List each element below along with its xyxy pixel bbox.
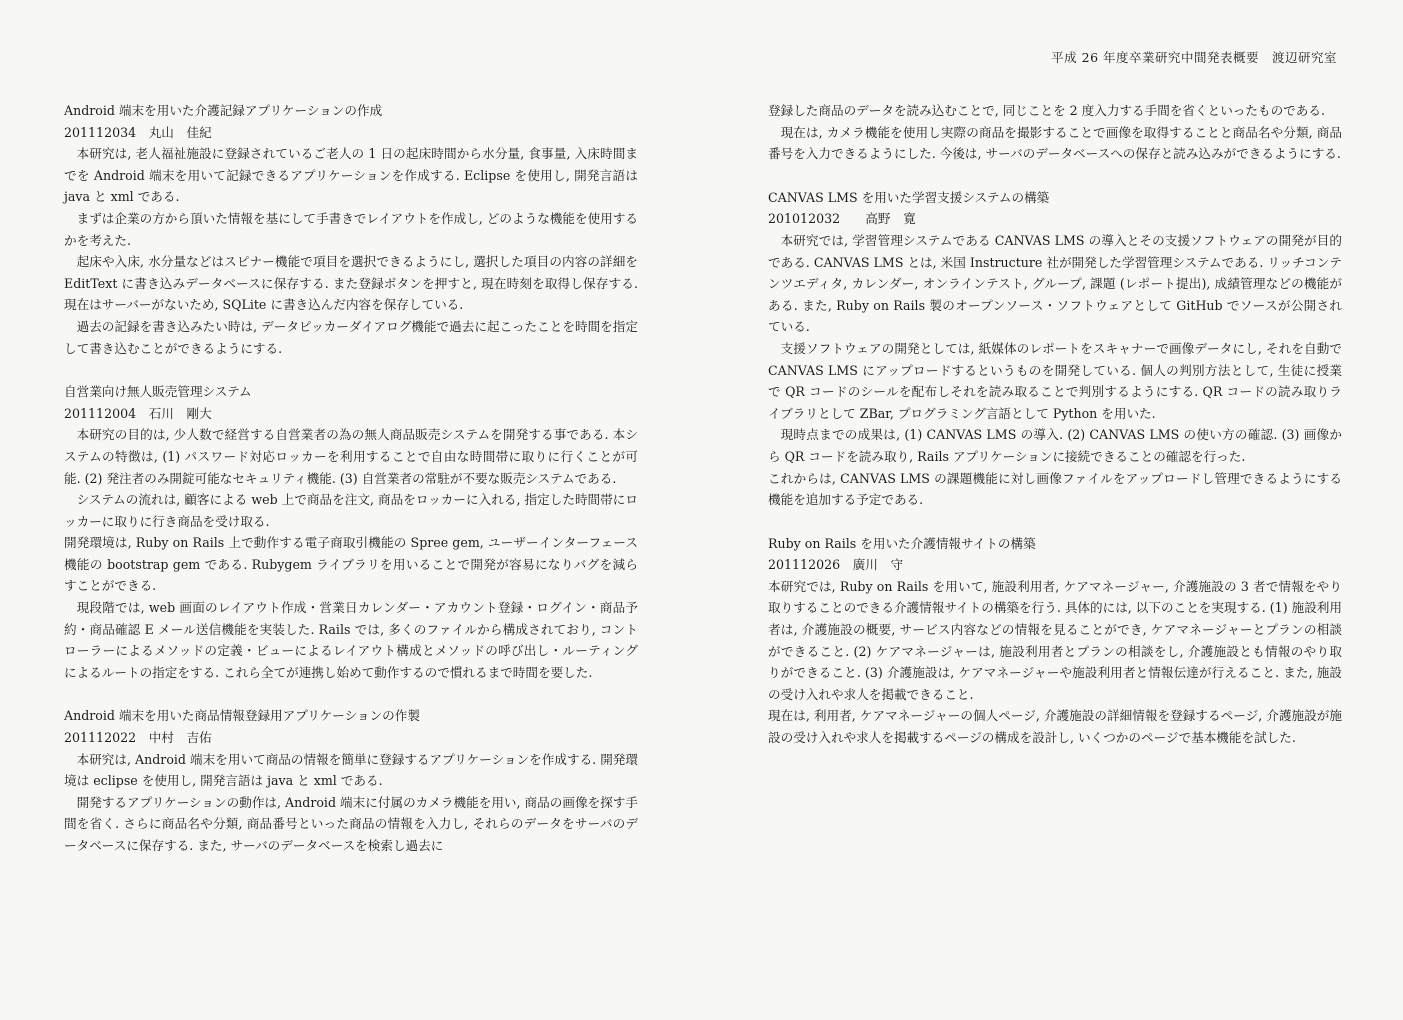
paragraph: 支援ソフトウェアの開発としては, 紙媒体のレポートをスキャナーで画像データにし, それを自動で CANVAS LMS にアップロードするというものを開発している. 個人の判別方法として, 生徒に授業で QR コードのシールを配布しそれを読み取ることで判別するようにする. QR コードの読み取りライブラリとして ZBar, プログラミング言語として Python を用いた. [768,340,1342,421]
section-author: 201112026 廣川 守 [768,557,904,573]
right-column [768,100,1342,749]
section-author: 201112022 中村 吉佑 [64,730,212,746]
section-author: 201012032 高野 寛 [768,211,916,227]
paragraph: 本研究は, 老人福祉施設に登録されているご老人の 1 日の起床時間から水分量, 食事量, 入床時間までを Android 端末を用いて記録できるアプリケーションを作成する. Eclipse を使用し, 開発言語は java と xml である. [64,146,638,205]
section-title: CANVAS LMS を用いた学習支援システムの構築 [768,189,1050,205]
section-care-record-app [64,100,638,359]
paragraph: 本研究の目的は, 少人数で経営する自営業者の為の無人商品販売システムを開発する事である. 本システムの特徴は, (1) パスワード対応ロッカーを利用することで自由な時間帯に取りに行くことが可能. (2) 発注者のみ開錠可能なセキュリティ機能. (3) 自営業者の常駐が不要な販売システムである. [64,427,638,486]
paragraph: まずは企業の方から頂いた情報を基にして手書きでレイアウトを作成し, どのような機能を使用するかを考えた. [64,210,638,248]
paragraph: 開発環境は, Ruby on Rails 上で動作する電子商取引機能の Spree gem, ユーザーインターフェース機能の bootstrap gem である. Rubygem ライブラリを用いることで開発が容易になりバグを減らすことができる. [64,535,638,594]
section-care-info-site [768,533,1342,749]
section-canvas-lms [768,187,1342,511]
paragraph: 現在は, 利用者, ケアマネージャーの個人ページ, 介護施設の詳細情報を登録するページ, 介護施設が施設の受け入れや求人を掲載するページの構成を設計し, いくつかのページで基本機能を試した. [768,708,1342,746]
paragraph: 本研究は, Android 端末を用いて商品の情報を簡単に登録するアプリケーションを作成する. 開発環境は eclipse を使用し, 開発言語は java と xml である. [64,751,638,789]
section-author: 201112004 石川 剛大 [64,405,212,421]
paragraph: 現在は, カメラ機能を使用し実際の商品を撮影することで画像を取得することと商品名や分類, 商品番号を入力できるようにした. 今後は, サーバのデータベースへの保存と読み込みができるようにする. [768,124,1342,162]
paragraph: 本研究では, Ruby on Rails を用いて, 施設利用者, ケアマネージャー, 介護施設の 3 者で情報をやり取りすることのできる介護情報サイトの構築を行う. 具体的には, 以下のことを実現する. (1) 施設利用者は, 介護施設の概要, サービス内容などの情報を見ることができ, ケアマネージャーとプランの相談ができること. (2) ケアマネージャーは, 施設利用者とプランの相談をし, 介護施設とも情報のやり取りができること. (3) 介護施設は, ケアマネージャーや施設利用者と情報伝達が行えること. また, 施設の受け入れや求人を掲載できること. [768,578,1342,702]
section-product-registration-app [64,705,638,856]
paragraph: 過去の記録を書き込みたい時は, データピッカーダイアログ機能で過去に起こったことを時間を指定して書き込むことができるようにする. [64,318,638,356]
section-product-registration-cont [768,100,1342,165]
paragraph: 開発するアプリケーションの動作は, Android 端末に付属のカメラ機能を用い, 商品の画像を探す手間を省く. さらに商品名や分類, 商品番号といった商品の情報を入力し, それらのデータをサーバのデータベースに保存する. また, サーバのデータベースを検索し過去に [64,794,638,853]
paragraph: これからは, CANVAS LMS の課題機能に対し画像ファイルをアップロードし管理できるようにする機能を追加する予定である. [768,470,1342,508]
section-unmanned-sales [64,381,638,683]
left-column [64,100,638,857]
page-header: 平成 26 年度卒業研究中間発表概要 渡辺研究室 [1051,50,1337,65]
section-author: 201112034 丸山 佳紀 [64,124,212,140]
section-title: 自営業向け無人販売管理システム [64,384,252,400]
paragraph: 現時点までの成果は, (1) CANVAS LMS の導入. (2) CANVAS LMS の使い方の確認. (3) 画像から QR コードを読み取り, Rails アプリケーションに接続できることの確認を行った. [768,427,1342,464]
section-title: Android 端末を用いた介護記録アプリケーションの作成 [64,103,383,118]
paragraph: 本研究では, 学習管理システムである CANVAS LMS の導入とその支援ソフトウェアの開発が目的である. CANVAS LMS とは, 米国 Instructure 社が開発した学習管理システムである. リッチコンテンツエディタ, カレンダー, オンラインテスト, グループ, 課題 (レポート提出), 成績管理などの機能がある. また, Ruby on Rails 製のオープンソース・ソフトウェアとして GitHub でソースが公開されている. [768,232,1342,335]
paragraph: 登録した商品のデータを読み込むことで, 同じことを 2 度入力する手間を省くといったものである. [768,103,1325,118]
paragraph: システムの流れは, 顧客による web 上で商品を注文, 商品をロッカーに入れる, 指定した時間帯にロッカーに取りに行き商品を受け取る. [64,492,638,529]
section-title: Android 端末を用いた商品情報登録用アプリケーションの作製 [64,708,420,724]
paragraph: 現段階では, web 画面のレイアウト作成・営業日カレンダー・アカウント登録・ログイン・商品予約・商品確認 E メール送信機能を実装した. Rails では, 多くのファイルから構成されており, コントローラーによるメソッドの定義・ビューによるレイアウト構成とメソッドの呼び出し・ルーティングによるルートの指定をする. これら全てが連携し始めて動作するので慣れるまで時間を要した. [64,600,638,680]
section-title: Ruby on Rails を用いた介護情報サイトの構築 [768,535,1036,551]
paragraph: 起床や入床, 水分量などはスピナー機能で項目を選択できるようにし, 選択した項目の内容の詳細を EditText に書き込みデータベースに保存する. また登録ボタンを押すと, 現在時刻を取得し保存する. 現在はサーバーがないため, SQLite に書き込んだ内容を保存している. [64,254,638,313]
